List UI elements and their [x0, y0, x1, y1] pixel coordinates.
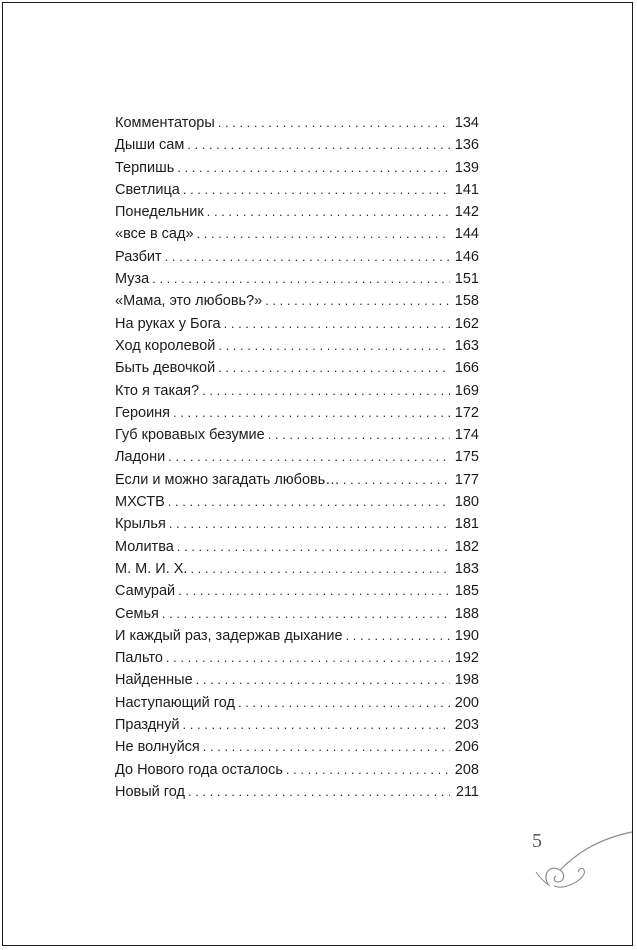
toc-entry — [115, 603, 479, 625]
toc-entry-title: Не волнуйся — [115, 739, 200, 756]
toc-entry — [115, 380, 479, 402]
toc-entry-page: 182 — [454, 538, 479, 555]
toc-entry — [115, 714, 479, 736]
toc-entry-page: 183 — [454, 560, 479, 577]
toc-entry-page: 134 — [454, 115, 479, 131]
dot-leader — [238, 692, 450, 714]
toc-entry-page: 188 — [454, 605, 479, 622]
toc-entry — [115, 112, 479, 134]
toc-entry-title: МХСТВ — [115, 494, 165, 511]
toc-entry-page: 142 — [454, 204, 479, 221]
toc-entry-page: 181 — [454, 516, 479, 533]
toc-entry-title: Празднуй — [115, 717, 180, 734]
dot-leader — [286, 759, 450, 781]
toc-entry-title: Быть девочкой — [115, 360, 216, 377]
toc-entry-title: «Мама, это любовь?» — [115, 293, 263, 310]
toc-entry-title: М. М. И. Х. — [115, 560, 188, 577]
toc-entry — [115, 157, 479, 179]
toc-entry-page: 190 — [454, 627, 479, 644]
toc-entry — [115, 781, 479, 803]
toc-entry-title: Муза — [115, 271, 150, 288]
toc-entry — [115, 357, 479, 379]
toc-entry-title: Самурай — [115, 583, 176, 600]
toc-entry-page: 192 — [454, 650, 479, 667]
toc-entry — [115, 580, 479, 602]
toc-entry-title: «все в сад» — [115, 226, 194, 243]
toc-entry-title: Если и можно загадать любовь… — [115, 471, 340, 488]
dot-leader — [218, 335, 450, 357]
toc-entry-title: Героиня — [115, 404, 171, 421]
dot-leader — [265, 290, 450, 312]
toc-entry — [115, 179, 479, 201]
toc-entry-page: 198 — [454, 672, 479, 689]
toc-entry — [115, 669, 479, 691]
toc-entry-page: 172 — [454, 404, 479, 421]
toc-entry — [115, 201, 479, 223]
toc-entry-title: И каждый раз, задержав дыхание — [115, 627, 343, 644]
dot-leader — [224, 313, 450, 335]
toc-entry-page: 211 — [455, 783, 479, 800]
toc-entry — [115, 134, 479, 156]
toc-entry-title: Ход королевой — [115, 337, 216, 354]
dot-leader — [207, 201, 450, 223]
toc-entry — [115, 491, 479, 513]
dot-leader — [165, 246, 450, 268]
toc-entry-title: Молитва — [115, 538, 174, 555]
toc-entry-page: 174 — [454, 427, 479, 444]
toc-entry-page: 169 — [454, 382, 479, 399]
toc-entry-title: Найденные — [115, 672, 193, 689]
toc-entry-title: Пальто — [115, 650, 163, 667]
toc-entry-page: 166 — [454, 360, 479, 377]
toc-entry — [115, 424, 479, 446]
toc-entry — [115, 290, 479, 312]
dot-leader — [346, 625, 450, 647]
table-of-contents — [115, 112, 479, 803]
dot-leader — [169, 513, 450, 535]
toc-entry-page: 136 — [454, 137, 479, 154]
toc-entry-title: Губ кровавых безумие — [115, 427, 265, 444]
page-number: 5 — [532, 830, 542, 852]
toc-entry-title: Новый год — [115, 783, 185, 800]
toc-entry-page: 208 — [454, 761, 479, 778]
toc-entry — [115, 313, 479, 335]
dot-leader — [173, 402, 450, 424]
toc-entry-page: 146 — [454, 248, 479, 265]
dot-leader — [168, 491, 450, 513]
toc-entry-title: Дыши сам — [115, 137, 185, 154]
dot-leader — [343, 469, 450, 491]
toc-entry — [115, 335, 479, 357]
dot-leader — [177, 157, 450, 179]
toc-entry — [115, 536, 479, 558]
dot-leader — [218, 112, 450, 134]
toc-entry — [115, 402, 479, 424]
toc-entry-title: До Нового года осталось — [115, 761, 283, 778]
toc-entry — [115, 446, 479, 468]
dot-leader — [188, 781, 450, 803]
dot-leader — [162, 603, 450, 625]
dot-leader — [168, 446, 450, 468]
toc-entry — [115, 223, 479, 245]
toc-entry-page: 151 — [454, 271, 479, 288]
toc-entry — [115, 692, 479, 714]
toc-entry-page: 203 — [454, 717, 479, 734]
toc-entry-title: Комментаторы — [115, 115, 215, 131]
toc-entry — [115, 558, 479, 580]
toc-entry — [115, 469, 479, 491]
dot-leader — [183, 714, 450, 736]
toc-entry-title: Разбит — [115, 248, 162, 265]
toc-entry-page: 175 — [454, 449, 479, 466]
toc-entry-page: 139 — [454, 159, 479, 176]
toc-entry — [115, 625, 479, 647]
dot-leader — [196, 669, 450, 691]
dot-leader — [190, 558, 450, 580]
dot-leader — [166, 647, 450, 669]
dot-leader — [202, 380, 450, 402]
toc-entry — [115, 268, 479, 290]
toc-entry-page: 163 — [454, 337, 479, 354]
dot-leader — [218, 357, 450, 379]
toc-entry — [115, 647, 479, 669]
dot-leader — [187, 134, 450, 156]
toc-entry — [115, 513, 479, 535]
toc-entry-title: Терпишь — [115, 159, 175, 176]
toc-entry-page: 144 — [454, 226, 479, 243]
toc-entry-page: 141 — [454, 181, 479, 198]
dot-leader — [268, 424, 450, 446]
toc-entry-page: 180 — [454, 494, 479, 511]
toc-entry-page: 200 — [454, 694, 479, 711]
toc-entry — [115, 246, 479, 268]
toc-entry-page: 177 — [454, 471, 479, 488]
dot-leader — [152, 268, 450, 290]
toc-entry-page: 158 — [454, 293, 479, 310]
dot-leader — [203, 736, 450, 758]
dot-leader — [197, 223, 450, 245]
dot-leader — [183, 179, 450, 201]
toc-entry-title: Наступающий год — [115, 694, 235, 711]
toc-entry-title: На руках у Бога — [115, 315, 221, 332]
toc-entry-page: 206 — [454, 739, 479, 756]
toc-entry-page: 162 — [454, 315, 479, 332]
toc-entry-title: Светлица — [115, 181, 180, 198]
toc-entry-page: 185 — [454, 583, 479, 600]
dot-leader — [177, 536, 450, 558]
toc-entry-title: Семья — [115, 605, 159, 622]
toc-entry-title: Ладони — [115, 449, 166, 466]
dot-leader — [178, 580, 450, 602]
toc-entry — [115, 759, 479, 781]
toc-entry-title: Понедельник — [115, 204, 204, 221]
toc-entry — [115, 736, 479, 758]
toc-entry-title: Кто я такая? — [115, 382, 200, 399]
toc-entry-title: Крылья — [115, 516, 166, 533]
